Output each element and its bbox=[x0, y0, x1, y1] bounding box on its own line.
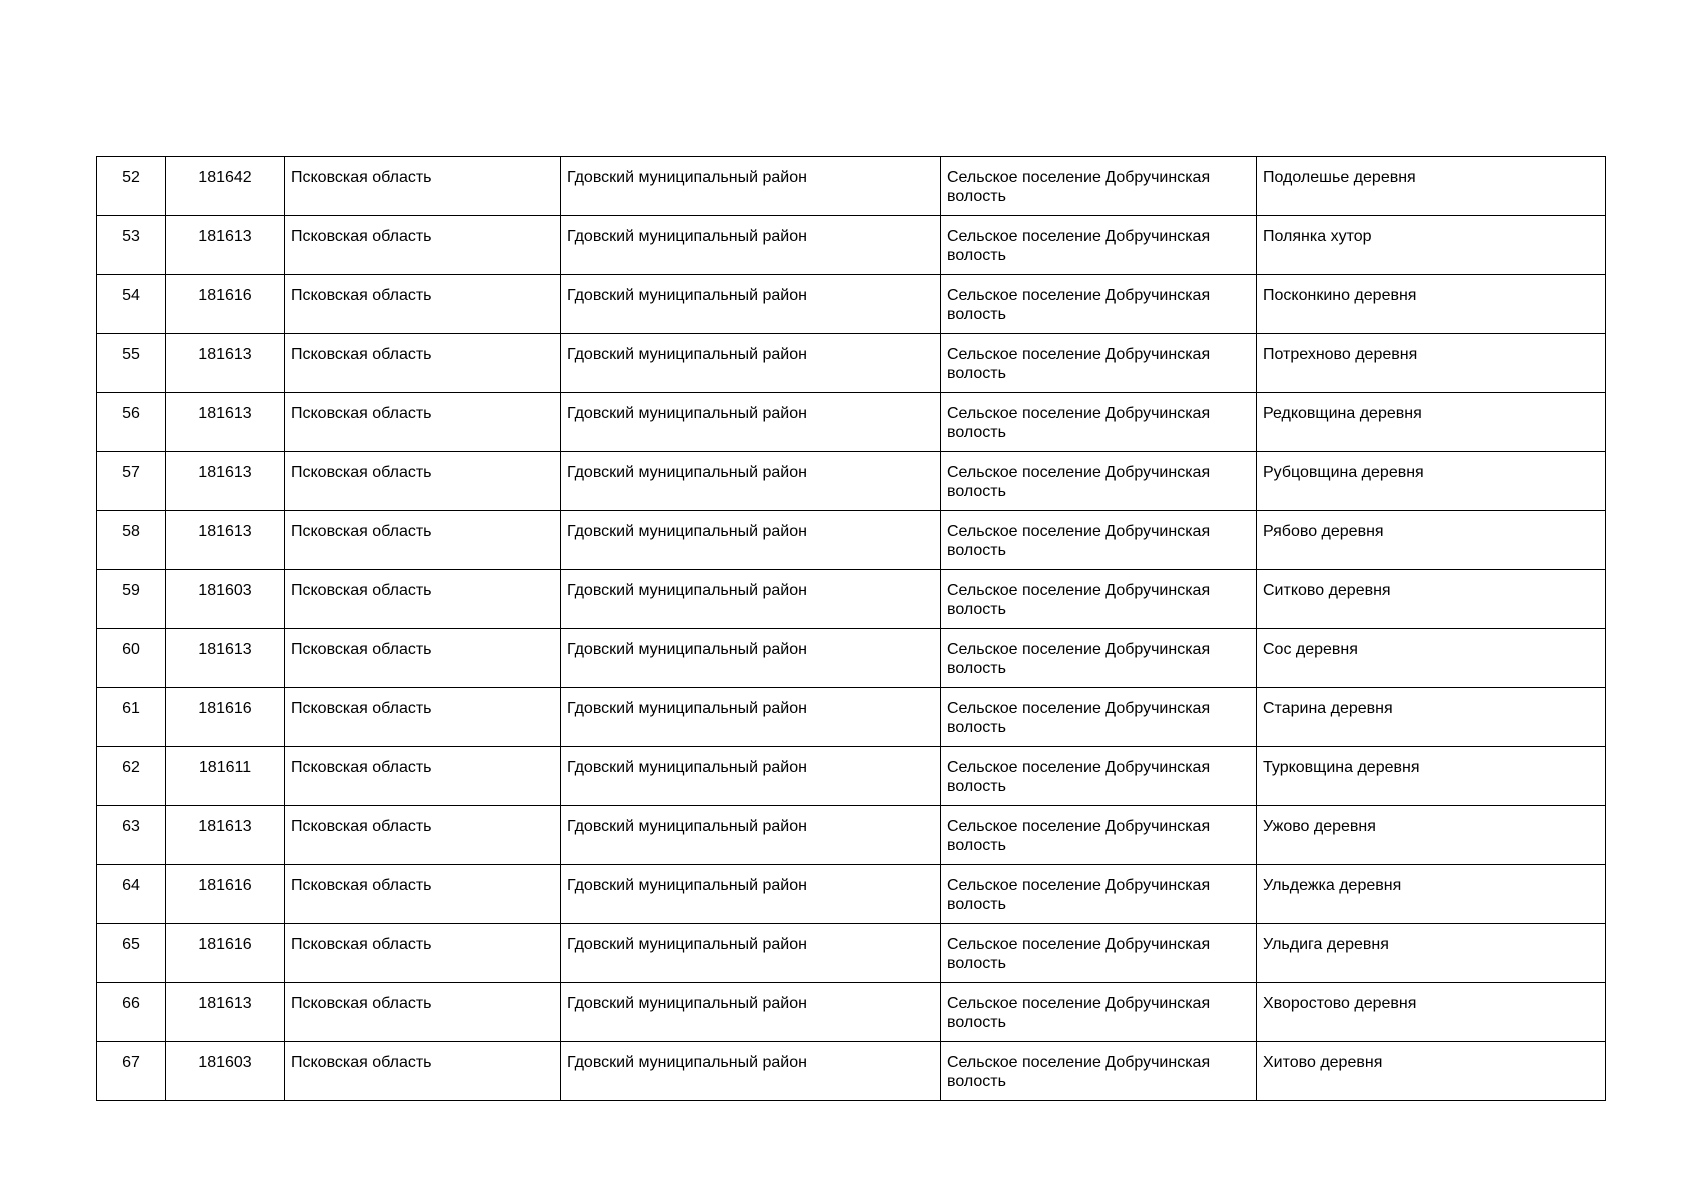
postal-code-cell: 181613 bbox=[166, 629, 285, 688]
postal-code-cell: 181613 bbox=[166, 216, 285, 275]
table-row bbox=[97, 688, 1606, 747]
postal-code-cell: 181613 bbox=[166, 511, 285, 570]
row-number-cell: 65 bbox=[97, 924, 166, 983]
table-row bbox=[97, 511, 1606, 570]
settlement-cell: Сельское поселение Добручинская волость bbox=[941, 924, 1257, 983]
row-number-cell: 66 bbox=[97, 983, 166, 1042]
region-cell: Псковская область bbox=[285, 334, 561, 393]
settlement-cell: Сельское поселение Добручинская волость bbox=[941, 157, 1257, 216]
table-row bbox=[97, 747, 1606, 806]
address-registry-table bbox=[96, 156, 1606, 1101]
locality-cell: Ульдежка деревня bbox=[1257, 865, 1606, 924]
row-number-cell: 60 bbox=[97, 629, 166, 688]
postal-code-cell: 181603 bbox=[166, 570, 285, 629]
row-number-cell: 52 bbox=[97, 157, 166, 216]
locality-cell: Ужово деревня bbox=[1257, 806, 1606, 865]
settlement-cell: Сельское поселение Добручинская волость bbox=[941, 393, 1257, 452]
district-cell: Гдовский муниципальный район bbox=[561, 806, 941, 865]
district-cell: Гдовский муниципальный район bbox=[561, 393, 941, 452]
row-number-cell: 59 bbox=[97, 570, 166, 629]
table-row bbox=[97, 216, 1606, 275]
locality-cell: Сос деревня bbox=[1257, 629, 1606, 688]
region-cell: Псковская область bbox=[285, 806, 561, 865]
region-cell: Псковская область bbox=[285, 157, 561, 216]
settlement-cell: Сельское поселение Добручинская волость bbox=[941, 983, 1257, 1042]
locality-cell: Хворостово деревня bbox=[1257, 983, 1606, 1042]
postal-code-cell: 181611 bbox=[166, 747, 285, 806]
table-row bbox=[97, 452, 1606, 511]
locality-cell: Полянка хутор bbox=[1257, 216, 1606, 275]
settlement-cell: Сельское поселение Добручинская волость bbox=[941, 1042, 1257, 1101]
postal-code-cell: 181642 bbox=[166, 157, 285, 216]
table-row bbox=[97, 334, 1606, 393]
district-cell: Гдовский муниципальный район bbox=[561, 688, 941, 747]
region-cell: Псковская область bbox=[285, 511, 561, 570]
row-number-cell: 54 bbox=[97, 275, 166, 334]
table-row bbox=[97, 924, 1606, 983]
locality-cell: Рубцовщина деревня bbox=[1257, 452, 1606, 511]
district-cell: Гдовский муниципальный район bbox=[561, 275, 941, 334]
region-cell: Псковская область bbox=[285, 983, 561, 1042]
table-body bbox=[97, 157, 1606, 1101]
table-row bbox=[97, 865, 1606, 924]
row-number-cell: 58 bbox=[97, 511, 166, 570]
postal-code-cell: 181613 bbox=[166, 452, 285, 511]
locality-cell: Старина деревня bbox=[1257, 688, 1606, 747]
postal-code-cell: 181603 bbox=[166, 1042, 285, 1101]
district-cell: Гдовский муниципальный район bbox=[561, 924, 941, 983]
district-cell: Гдовский муниципальный район bbox=[561, 157, 941, 216]
region-cell: Псковская область bbox=[285, 629, 561, 688]
district-cell: Гдовский муниципальный район bbox=[561, 865, 941, 924]
table-row bbox=[97, 275, 1606, 334]
table-row bbox=[97, 1042, 1606, 1101]
locality-cell: Редковщина деревня bbox=[1257, 393, 1606, 452]
district-cell: Гдовский муниципальный район bbox=[561, 983, 941, 1042]
region-cell: Псковская область bbox=[285, 865, 561, 924]
settlement-cell: Сельское поселение Добручинская волость bbox=[941, 334, 1257, 393]
table-row bbox=[97, 393, 1606, 452]
table-row bbox=[97, 629, 1606, 688]
settlement-cell: Сельское поселение Добручинская волость bbox=[941, 806, 1257, 865]
postal-code-cell: 181616 bbox=[166, 865, 285, 924]
settlement-cell: Сельское поселение Добручинская волость bbox=[941, 688, 1257, 747]
settlement-cell: Сельское поселение Добручинская волость bbox=[941, 452, 1257, 511]
postal-code-cell: 181616 bbox=[166, 688, 285, 747]
locality-cell: Турковщина деревня bbox=[1257, 747, 1606, 806]
row-number-cell: 64 bbox=[97, 865, 166, 924]
region-cell: Псковская область bbox=[285, 393, 561, 452]
district-cell: Гдовский муниципальный район bbox=[561, 570, 941, 629]
row-number-cell: 63 bbox=[97, 806, 166, 865]
district-cell: Гдовский муниципальный район bbox=[561, 334, 941, 393]
district-cell: Гдовский муниципальный район bbox=[561, 747, 941, 806]
district-cell: Гдовский муниципальный район bbox=[561, 629, 941, 688]
region-cell: Псковская область bbox=[285, 924, 561, 983]
table-row bbox=[97, 570, 1606, 629]
locality-cell: Потрехново деревня bbox=[1257, 334, 1606, 393]
region-cell: Псковская область bbox=[285, 688, 561, 747]
row-number-cell: 57 bbox=[97, 452, 166, 511]
settlement-cell: Сельское поселение Добручинская волость bbox=[941, 570, 1257, 629]
row-number-cell: 61 bbox=[97, 688, 166, 747]
settlement-cell: Сельское поселение Добручинская волость bbox=[941, 275, 1257, 334]
region-cell: Псковская область bbox=[285, 452, 561, 511]
district-cell: Гдовский муниципальный район bbox=[561, 216, 941, 275]
postal-code-cell: 181613 bbox=[166, 806, 285, 865]
region-cell: Псковская область bbox=[285, 216, 561, 275]
postal-code-cell: 181613 bbox=[166, 983, 285, 1042]
locality-cell: Посконкино деревня bbox=[1257, 275, 1606, 334]
region-cell: Псковская область bbox=[285, 275, 561, 334]
table-row bbox=[97, 806, 1606, 865]
locality-cell: Подолешье деревня bbox=[1257, 157, 1606, 216]
row-number-cell: 53 bbox=[97, 216, 166, 275]
settlement-cell: Сельское поселение Добручинская волость bbox=[941, 511, 1257, 570]
district-cell: Гдовский муниципальный район bbox=[561, 511, 941, 570]
table-row bbox=[97, 157, 1606, 216]
region-cell: Псковская область bbox=[285, 1042, 561, 1101]
locality-cell: Ульдига деревня bbox=[1257, 924, 1606, 983]
table-row bbox=[97, 983, 1606, 1042]
row-number-cell: 55 bbox=[97, 334, 166, 393]
settlement-cell: Сельское поселение Добручинская волость bbox=[941, 216, 1257, 275]
postal-code-cell: 181613 bbox=[166, 334, 285, 393]
district-cell: Гдовский муниципальный район bbox=[561, 452, 941, 511]
row-number-cell: 56 bbox=[97, 393, 166, 452]
locality-cell: Ситково деревня bbox=[1257, 570, 1606, 629]
postal-code-cell: 181613 bbox=[166, 393, 285, 452]
locality-cell: Хитово деревня bbox=[1257, 1042, 1606, 1101]
settlement-cell: Сельское поселение Добручинская волость bbox=[941, 865, 1257, 924]
district-cell: Гдовский муниципальный район bbox=[561, 1042, 941, 1101]
settlement-cell: Сельское поселение Добручинская волость bbox=[941, 747, 1257, 806]
region-cell: Псковская область bbox=[285, 570, 561, 629]
row-number-cell: 62 bbox=[97, 747, 166, 806]
locality-cell: Рябово деревня bbox=[1257, 511, 1606, 570]
postal-code-cell: 181616 bbox=[166, 275, 285, 334]
row-number-cell: 67 bbox=[97, 1042, 166, 1101]
postal-code-cell: 181616 bbox=[166, 924, 285, 983]
region-cell: Псковская область bbox=[285, 747, 561, 806]
settlement-cell: Сельское поселение Добручинская волость bbox=[941, 629, 1257, 688]
